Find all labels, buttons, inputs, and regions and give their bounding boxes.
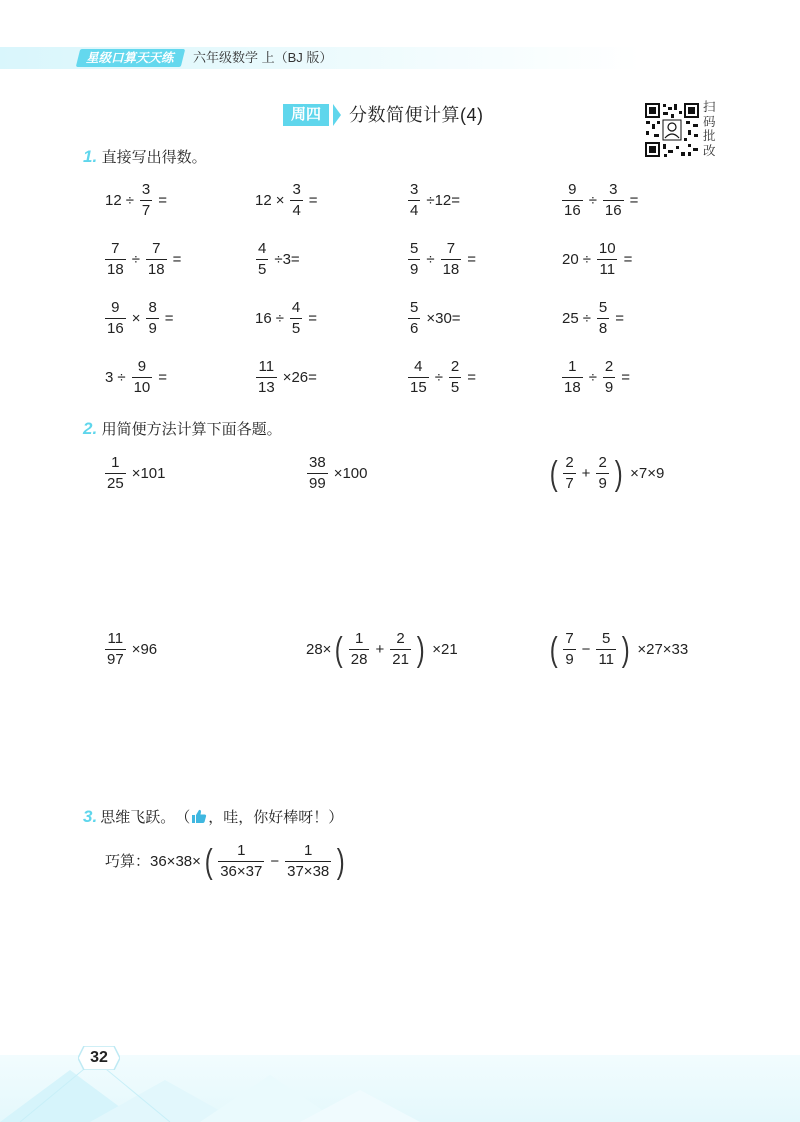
expression-tail: ÷12= <box>426 191 461 209</box>
exercise-2-3 <box>406 240 480 279</box>
operator: ÷ <box>588 368 597 386</box>
fraction <box>290 299 302 338</box>
fraction <box>105 454 126 493</box>
denominator: 25 <box>107 475 124 492</box>
denominator: 16 <box>564 202 581 219</box>
problem-2-1 <box>103 454 169 493</box>
numerator: 7 <box>111 240 120 257</box>
operator: + <box>581 464 591 482</box>
denominator: 4 <box>292 202 301 219</box>
section-2-number: 2. <box>83 419 98 438</box>
fraction <box>256 240 268 279</box>
fraction <box>290 181 302 220</box>
denominator: 18 <box>442 261 460 278</box>
numerator: 3 <box>292 181 301 198</box>
operand: 20 <box>562 250 579 268</box>
equals-sign: = <box>172 250 182 268</box>
fraction <box>596 454 608 493</box>
numerator: 11 <box>258 358 275 375</box>
denominator: 13 <box>258 379 275 396</box>
numerator: 10 <box>598 240 616 257</box>
problem-2-2 <box>305 454 371 493</box>
denominator: 11 <box>599 261 616 278</box>
numerator: 3 <box>609 181 618 198</box>
operand: 25 <box>562 309 579 327</box>
numerator: 5 <box>410 240 419 257</box>
numerator: 3 <box>410 181 419 198</box>
fraction <box>105 299 126 338</box>
denominator: 9 <box>604 379 614 396</box>
fraction <box>408 240 420 279</box>
exercise-3-4 <box>562 299 628 338</box>
denominator: 9 <box>410 261 419 278</box>
numerator: 4 <box>414 358 423 375</box>
right-paren: ) <box>336 842 345 881</box>
section-3-title: 思维飞跃。 <box>100 809 176 826</box>
expression-tail: ×96 <box>131 640 158 658</box>
numerator: 2 <box>450 358 460 375</box>
fraction <box>597 299 609 338</box>
denominator: 4 <box>410 202 419 219</box>
numerator: 7 <box>152 240 161 257</box>
exercise-2-2 <box>254 240 304 279</box>
denominator: 99 <box>309 475 326 492</box>
numerator: 5 <box>410 299 419 316</box>
exercise-4-3 <box>406 358 480 397</box>
equals-sign: = <box>158 368 168 386</box>
numerator: 2 <box>396 630 405 647</box>
operand: 12 <box>255 191 272 209</box>
denominator: 7 <box>141 202 151 219</box>
section-1-heading <box>83 146 207 167</box>
section-3-number: 3. <box>83 806 98 826</box>
fraction <box>597 240 618 279</box>
operator: ÷ <box>582 309 591 327</box>
equals-sign: = <box>158 191 168 209</box>
problem-2-5 <box>306 630 462 669</box>
right-paren: ) <box>614 454 623 493</box>
numerator: 7 <box>446 240 456 257</box>
day-badge: 周四 <box>283 104 329 126</box>
numerator: 5 <box>602 630 611 647</box>
right-paren: ) <box>416 630 425 669</box>
operand: 16 <box>255 309 272 327</box>
section-1-title: 直接写出得数。 <box>101 149 207 166</box>
numerator: 1 <box>111 454 120 471</box>
exercise-2-1 <box>103 240 185 279</box>
numerator: 2 <box>565 454 574 471</box>
fraction <box>146 240 167 279</box>
qr-code-icon[interactable] <box>644 102 700 158</box>
problem-2-3 <box>546 454 668 493</box>
numerator: 1 <box>354 630 364 647</box>
fraction <box>146 299 158 338</box>
fraction <box>408 181 420 220</box>
exercise-3-1 <box>103 299 178 338</box>
expression-head: 28× <box>306 640 332 658</box>
equals-sign: = <box>467 368 477 386</box>
numerator: 2 <box>604 358 614 375</box>
exercise-3-3 <box>406 299 465 338</box>
fraction <box>408 299 420 338</box>
problem-2-4 <box>103 630 161 669</box>
section-3-heading <box>83 806 343 827</box>
denominator: 18 <box>107 261 124 278</box>
equals-sign: = <box>621 368 631 386</box>
numerator: 7 <box>565 630 574 647</box>
fraction <box>603 358 615 397</box>
numerator: 9 <box>111 299 120 316</box>
right-paren: ) <box>621 630 630 669</box>
fraction <box>603 181 624 220</box>
numerator: 5 <box>598 299 608 316</box>
operator: + <box>375 640 385 658</box>
operand: 12 <box>105 191 122 209</box>
numerator: 9 <box>137 358 147 375</box>
numerator: 3 <box>141 181 151 198</box>
series-label: 星级口算天天练 <box>76 49 185 67</box>
equals-sign: = <box>308 191 318 209</box>
operator: × <box>131 309 141 327</box>
numerator: 8 <box>148 299 157 316</box>
denominator: 11 <box>598 651 615 668</box>
expression-tail: ×100 <box>333 464 368 482</box>
denominator: 15 <box>410 379 427 396</box>
denominator: 21 <box>392 651 409 668</box>
operator: × <box>275 191 285 209</box>
numerator: 1 <box>568 358 577 375</box>
exercise-1-4 <box>560 181 642 220</box>
fraction <box>408 358 429 397</box>
denominator: 16 <box>107 320 124 337</box>
fraction <box>562 181 583 220</box>
denominator: 97 <box>107 651 124 668</box>
fraction <box>349 630 370 669</box>
operator: ÷ <box>588 191 597 209</box>
book-title: 六年级数学 上（BJ 版） <box>193 50 333 65</box>
page-number: 32 <box>90 1049 108 1066</box>
fraction <box>563 630 575 669</box>
numerator: 1 <box>237 842 246 859</box>
fraction <box>132 358 153 397</box>
page-title: 分数简便计算(4) <box>349 105 484 125</box>
denominator: 16 <box>604 202 622 219</box>
fraction <box>449 358 461 397</box>
expression-tail: ×7×9 <box>630 464 665 482</box>
expression-tail: ×21 <box>432 640 458 658</box>
numerator: 1 <box>304 842 313 859</box>
denominator: 5 <box>258 261 267 278</box>
thumbs-up-icon <box>191 809 207 824</box>
equals-sign: = <box>164 309 174 327</box>
operator: ÷ <box>117 368 126 386</box>
denominator: 18 <box>147 261 165 278</box>
section-3-note: ，哇，你好棒呀！） <box>208 809 344 826</box>
left-paren: ( <box>549 454 558 493</box>
equals-sign: = <box>615 309 625 327</box>
operator: ÷ <box>582 250 591 268</box>
fraction <box>563 454 575 493</box>
equals-sign: = <box>629 191 639 209</box>
denominator: 37×38 <box>287 863 330 880</box>
fraction <box>390 630 411 669</box>
left-paren: ( <box>204 842 213 881</box>
exercise-3-2 <box>255 299 321 338</box>
denominator: 10 <box>133 379 151 396</box>
operator: − <box>581 640 591 658</box>
operator: ÷ <box>275 309 284 327</box>
numerator: 11 <box>107 630 124 647</box>
section-2-title: 用简便方法计算下面各题。 <box>101 421 282 438</box>
numerator: 4 <box>291 299 301 316</box>
numerator: 38 <box>309 454 326 471</box>
left-paren: ( <box>335 630 344 669</box>
fraction <box>562 358 583 397</box>
fraction <box>140 181 152 220</box>
denominator: 9 <box>148 320 157 337</box>
expression-tail: ÷3= <box>274 250 300 268</box>
denominator: 8 <box>598 320 608 337</box>
numerator: 4 <box>258 240 267 257</box>
section-3-note-open: （ <box>175 809 191 826</box>
denominator: 5 <box>450 379 460 396</box>
expression-head: 巧算：36×38× <box>105 852 201 870</box>
fraction <box>256 358 277 397</box>
operator: ÷ <box>434 368 443 386</box>
section-1-number: 1. <box>83 147 98 166</box>
denominator: 9 <box>565 651 574 668</box>
fraction <box>441 240 462 279</box>
fraction <box>285 842 331 881</box>
fraction <box>307 454 328 493</box>
footer-decoration <box>0 1055 800 1122</box>
section-2-heading <box>83 418 282 439</box>
equals-sign: = <box>308 309 318 327</box>
operator: ÷ <box>125 191 134 209</box>
exercise-2-4 <box>562 240 636 279</box>
exercise-1-3 <box>406 181 464 220</box>
fraction <box>596 630 616 669</box>
denominator: 18 <box>564 379 581 396</box>
operator: ÷ <box>426 250 435 268</box>
fraction <box>105 630 126 669</box>
operand: 3 <box>105 368 114 386</box>
denominator: 28 <box>350 651 368 668</box>
badge-arrow <box>333 104 341 126</box>
expression-tail: ×27×33 <box>637 640 689 658</box>
expression-tail: ×101 <box>131 464 166 482</box>
denominator: 5 <box>291 320 301 337</box>
denominator: 6 <box>410 320 419 337</box>
denominator: 9 <box>598 475 607 492</box>
denominator: 36×37 <box>220 863 263 880</box>
operator: − <box>270 852 280 870</box>
left-paren: ( <box>549 630 558 669</box>
operator: ÷ <box>131 250 140 268</box>
numerator: 2 <box>598 454 607 471</box>
denominator: 7 <box>565 475 574 492</box>
expression-tail: ×30= <box>426 309 461 327</box>
exercise-1-1 <box>105 181 171 220</box>
numerator: 9 <box>568 181 577 198</box>
expression-tail: ×26= <box>282 368 317 386</box>
equals-sign: = <box>467 250 477 268</box>
exercise-1-2 <box>255 181 322 220</box>
problem-2-6 <box>546 630 692 669</box>
equals-sign: = <box>623 250 633 268</box>
exercise-4-1 <box>105 358 171 397</box>
exercise-4-4 <box>560 358 634 397</box>
fraction <box>218 842 264 881</box>
problem-3-1 <box>105 842 349 881</box>
exercise-4-2 <box>254 358 321 397</box>
fraction <box>105 240 126 279</box>
qr-label: 扫码批改 <box>703 100 716 158</box>
